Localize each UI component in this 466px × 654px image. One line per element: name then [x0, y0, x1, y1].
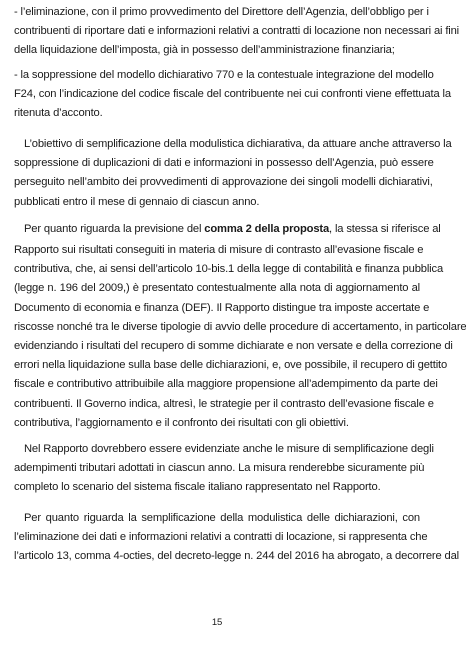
text-run: , la stessa si riferisce al — [329, 223, 441, 235]
text-line: evidenziando i risultati del recupero di somme dichiarate e non versate e della correzione di — [14, 340, 453, 352]
text-line: - la soppressione del modello dichiarativo 770 e la contestuale integrazione del modello — [14, 69, 434, 81]
text-line: riscosse nonché tra le diverse tipologie di avvio delle procedure di accertamento, in particolare — [14, 320, 466, 333]
bold-reference: comma 2 della proposta — [204, 223, 330, 235]
text-line: soppressione di duplicazioni di dati e informazioni in possesso dell’Agenzia, può essere — [14, 157, 434, 170]
text-line: - l’eliminazione, con il primo provvedimento del Direttore dell’Agenzia, dell’obbligo per i — [14, 6, 429, 18]
text-run: Per quanto riguarda la previsione del — [24, 223, 205, 235]
text-line: contribuenti. Il Governo indica, altresì, le strategie per il contrasto dell’evasione fiscale e — [14, 397, 434, 410]
text-line: contributiva, che, ai sensi dell’articolo 10-bis.1 della legge di contabilità e finanza pubblica — [14, 263, 444, 276]
text-line: adempimenti tributari adottati in ciascun anno. La misura renderebbe sicuramente più — [14, 462, 425, 475]
text-line: contributiva, l’aggiornamento e il confronto dei risultati con gli obiettivi. — [14, 416, 349, 429]
text-line: F24, con l’indicazione del codice fiscale del contribuente nei cui confronti viene effettuata la — [14, 88, 451, 101]
text-line: Documento di economia e finanza (DEF). Il Rapporto distingue tra imposte accertate e — [14, 301, 430, 314]
text-line: L’obiettivo di semplificazione della modulistica dichiarativa, da attuare anche attraverso la — [24, 138, 452, 150]
text-line: completo lo scenario del sistema fiscale italiano rappresentato nel Rapporto. — [14, 481, 381, 494]
text-line: errori nella liquidazione sulla base delle dichiarazioni, e, ove possibile, il recupero di gettito — [14, 359, 448, 372]
text-line: Nel Rapporto dovrebbero essere evidenziate anche le misure di semplificazione degli — [24, 443, 434, 455]
text-line: l’eliminazione dei dati e informazioni relativi a contratti di locazione, si rappresenta che — [14, 531, 428, 544]
text-line: fiscale e contributivo attribuibile alla maggiore propensione all’adempimento da parte dei — [14, 378, 438, 391]
page-number: 15 — [211, 617, 223, 628]
text-line: l’articolo 13, comma 4-octies, del decreto-legge n. 244 del 2016 ha abrogato, a decorrere dal — [14, 550, 460, 563]
text-line — [24, 220, 441, 242]
text-line: perseguito nell’ambito dei provvedimenti di approvazione dei singoli modelli dichiarativi, — [14, 176, 433, 189]
text-line: pubblicati entro il mese di gennaio di ciascun anno. — [14, 195, 260, 208]
text-line: Per quanto riguarda la semplificazione della modulistica delle dichiarazioni, con — [24, 512, 420, 524]
text-line: ritenuta d’acconto. — [14, 107, 103, 120]
text-line: della liquidazione dell’imposta, già in possesso dell’amministrazione finanziaria; — [14, 44, 395, 57]
text-line: Rapporto sui risultati conseguiti in materia di misure di contrasto all’evasione fiscale e — [14, 244, 424, 256]
text-line: contribuenti di riportare dati e informazioni relativi a contratti di locazione non necessari ai fini — [14, 25, 460, 38]
text-line: (legge n. 196 del 2009,) è presentato contestualmente alla nota di aggiornamento al — [14, 282, 420, 295]
